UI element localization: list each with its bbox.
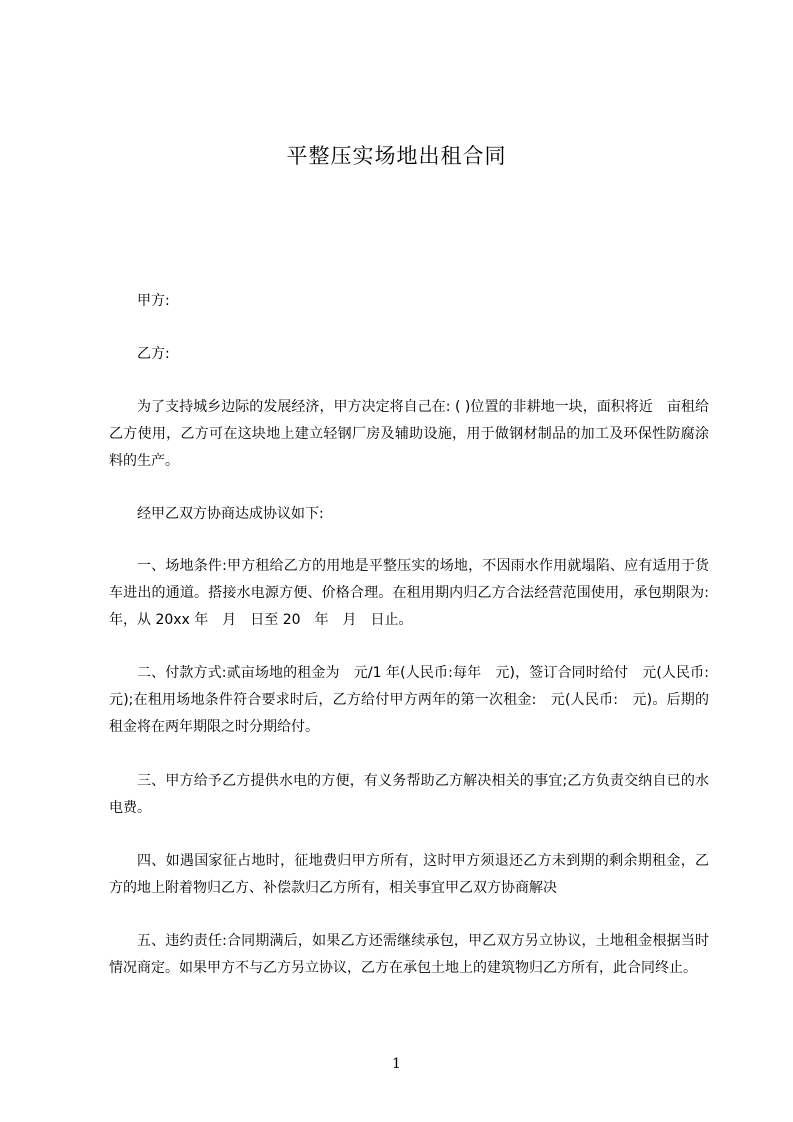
clause-2: 二、付款方式:贰亩场地的租金为 元/1 年(人民币:每年 元)，签订合同时给付 元(人民币: 元);在租用场地条件符合要求时后，乙方给付甲方两年的第一次租金: 元(人民币: 元)。后期的租金将在两年期限之时分期给付。 bbox=[109, 665, 723, 735]
clause-3: 三、甲方给予乙方提供水电的方便，有义务帮助乙方解决相关的事宜;乙方负责交纳自已的水电费。 bbox=[109, 773, 709, 816]
party-b-line: 乙方: bbox=[137, 346, 170, 362]
intro-paragraph: 为了支持城乡边际的发展经济，甲方决定将自己在: ( )位置的非耕地一块，面积将近 亩租给乙方使用，乙方可在这块地上建立轻钢厂房及辅助设施，用于做钢材制品的加工及环保性防腐涂料的生产。 bbox=[109, 399, 709, 469]
clause-1: 一、场地条件:甲方租给乙方的用地是平整压实的场地，不因雨水作用就塌陷、应有适用于货车进出的通道。搭接水电源方便、价格合理。在租用期内归乙方合法经营范围使用，承包期限为: 年，从 20xx 年 月 日至 20 年 月 日止。 bbox=[109, 558, 723, 628]
clause-4: 四、如遇国家征占地时，征地费归甲方所有，这时甲方须退还乙方未到期的剩余期租金，乙方的地上附着物归乙方、补偿款归乙方所有，相关事宜甲乙双方协商解决 bbox=[109, 853, 709, 896]
party-a-line: 甲方: bbox=[137, 293, 170, 309]
document-title: 平整压实场地出租合同 bbox=[286, 144, 507, 168]
clause-5: 五、违约责任:合同期满后，如果乙方还需继续承包，甲乙双方另立协议，土地租金根据当时情况商定。如果甲方不与乙方另立协议，乙方在承包土地上的建筑物归乙方所有，此合同终止。 bbox=[109, 933, 709, 976]
page-number: 1 bbox=[392, 1056, 401, 1072]
agreement-lead: 经甲乙双方协商达成协议如下: bbox=[137, 506, 324, 522]
